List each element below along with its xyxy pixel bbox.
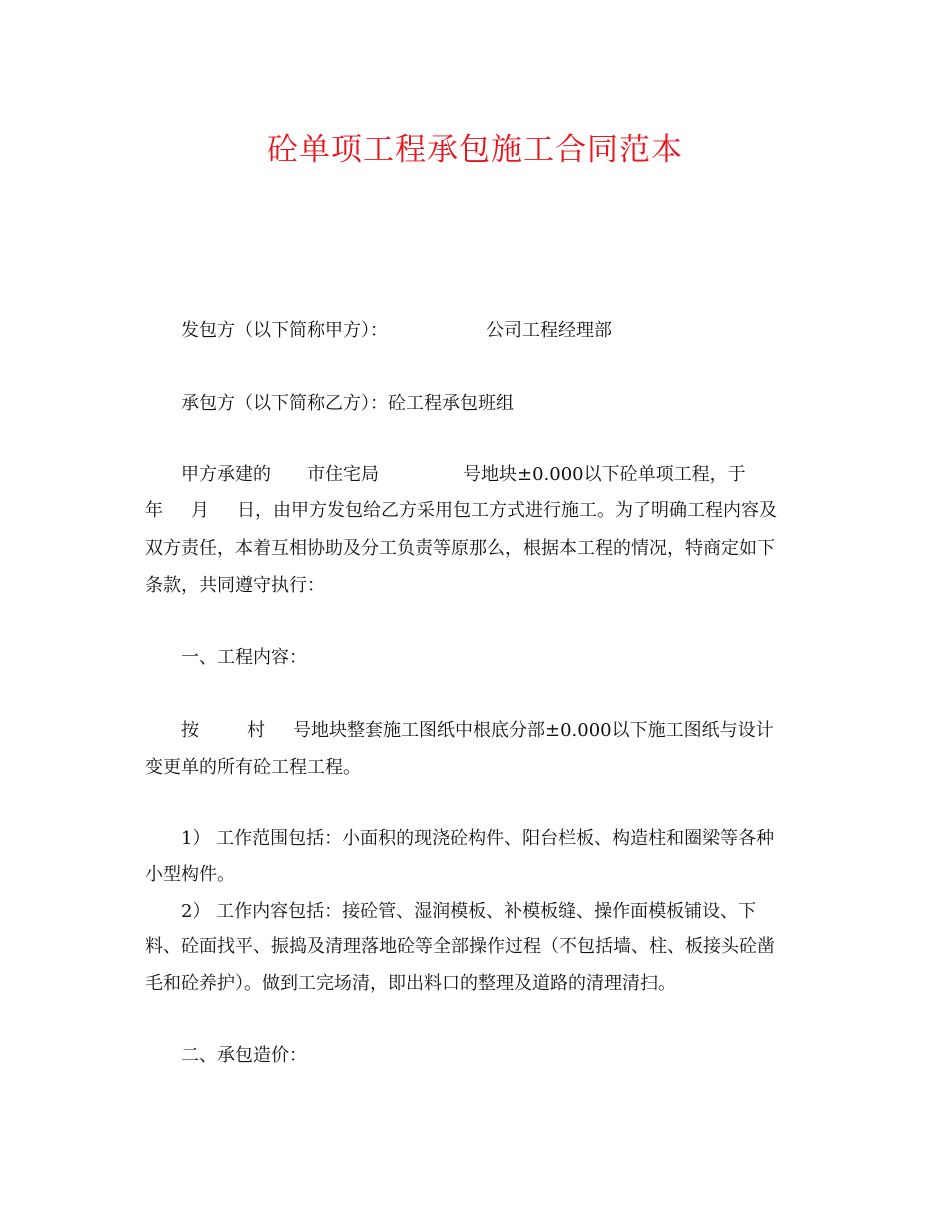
section-1-para-line-2: 变更单的所有砼工程工程。 — [145, 757, 361, 778]
item-2-line-1: 2） 工作内容包括：接砼管、湿润模板、补模板缝、操作面模板铺设、下 — [181, 901, 757, 922]
section-1-para-line-1 — [181, 719, 774, 743]
section-1-heading: 一、工程内容： — [181, 647, 307, 668]
section-1-text-2: 村 — [247, 720, 265, 741]
intro-line-4: 条款，共同遵守执行： — [145, 575, 325, 596]
intro-text-1: 甲方承建的 — [181, 464, 271, 485]
intro-month: 月 — [191, 500, 209, 521]
item-1-line-2: 小型构件。 — [145, 864, 235, 885]
section-1-text-3: 号地块整套施工图纸中根底分部±0.000以下施工图纸与设计 — [293, 720, 774, 741]
item-2-line-3: 毛和砼养护）。做到工完场清，即出料口的整理及道路的清理清扫。 — [145, 973, 676, 994]
party-b-value: 砼工程承包班组 — [388, 393, 514, 414]
party-a-value: 公司工程经理部 — [486, 320, 612, 341]
intro-year: 年 — [145, 500, 163, 521]
party-a-line — [181, 319, 612, 343]
intro-line-1 — [181, 463, 746, 487]
intro-text-3: 号地块±0.000以下砼单项工程，于 — [463, 464, 746, 485]
intro-line-3: 双方责任，本着互相协助及分工负责等原那么，根据本工程的情况，特商定如下 — [145, 538, 775, 559]
item-1-line-1: 1） 工作范围包括：小面积的现浇砼构件、阳台栏板、构造柱和圈梁等各种 — [181, 828, 775, 849]
intro-line-2 — [145, 499, 777, 523]
intro-text-2: 市住宅局 — [307, 464, 379, 485]
party-b-line — [181, 392, 514, 416]
document-title: 砼单项工程承包施工合同范本 — [267, 132, 683, 168]
section-1-text-1: 按 — [181, 720, 199, 741]
item-2-line-2: 料、砼面找平、振捣及清理落地砼等全部操作过程（不包括墙、柱、板接头砼凿 — [145, 936, 775, 957]
party-a-label: 发包方（以下简称甲方）： — [181, 320, 388, 341]
intro-day-text: 日，由甲方发包给乙方采用包工方式进行施工。为了明确工程内容及 — [237, 500, 777, 521]
party-b-label: 承包方（以下简称乙方）： — [181, 393, 388, 414]
section-2-heading: 二、承包造价： — [181, 1045, 307, 1066]
